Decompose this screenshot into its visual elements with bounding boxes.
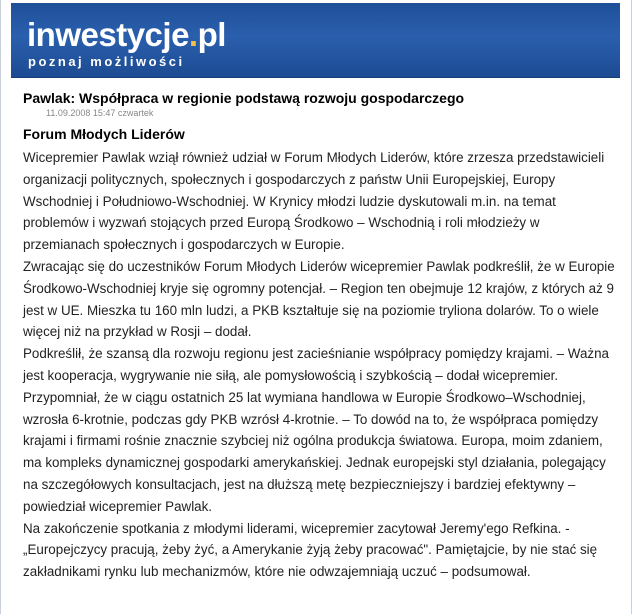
article-paragraph: Zwracając się do uczestników Forum Młodych Liderów wicepremier Pawlak podkreślił, że w Europie Środkowo-Wschodniej kryje się ogromny potencjał. – Region ten obejmuje 12 krajów, z których aż 9 jest w UE. Mieszka tu 160 mln ludzi, a PKB kształtuje się na poziomie tryliona dolarów. To o wiele więcej niż na przykład w Rosji – dodał. bbox=[23, 258, 615, 340]
site-tagline: poznaj możliwości bbox=[28, 54, 185, 69]
article-title: Pawlak: Współpraca w regionie podstawą rozwoju gospodarczego bbox=[23, 90, 465, 106]
logo-suffix: pl bbox=[197, 16, 226, 53]
logo-dot: . bbox=[188, 16, 198, 53]
article-paragraph: Na zakończenie spotkania z młodymi liderami, wicepremier zacytował Jeremy'ego Refkina. - „Europejczycy pracują, żeby żyć, a Amerykanie żyją żeby pracować". Pamiętajcie, by nie stać się zakładnikami rynku lub mechanizmów, które nie odwzajemniają uczuć – podsumował. bbox=[23, 520, 598, 580]
section-heading: Forum Młodych Liderów bbox=[23, 126, 185, 142]
site-logo[interactable] bbox=[27, 17, 226, 53]
logo-prefix: inwestycje bbox=[27, 16, 189, 53]
article-paragraph: Przypomniał, że w ciągu ostatnich 25 lat wymiana handlowa w Europie Środkowo–Wschodniej, wzrosła 6-krotnie, podczas gdy PKB wzrósł 4-krotnie. – To dowód na to, że współpraca pomiędzy krajami i firmami rośnie znacznie szybciej niż ogólna produkcja światowa. Europa, moim zdaniem, ma kompleks dynamicznej gospodarki amerykańskiej. Jednak europejski styl działania, polegający na szczegółowych konsultacjach, jest na dłuższą metę bezpieczniejszy i bardziej efektywny – powiedział wicepremier Pawlak. bbox=[23, 389, 606, 514]
article-paragraph: Wicepremier Pawlak wziął również udział w Forum Młodych Liderów, które zrzesza przedstawicieli organizacji politycznych, społecznych i gospodarczych z państw Unii Europejskiej, Europy Wschodniej i Południowo-Wschodniej. W Krynicy młodzi ludzie dyskutowali m.in. na temat problemów i wyzwań stojących przed Europą Środkowo – Wschodnią i roli młodzieży w przemianach społecznych i gospodarczych w Europie. bbox=[23, 150, 605, 253]
article-date: 11.09.2008 15:47 czwartek bbox=[46, 108, 154, 118]
article-body bbox=[23, 147, 615, 583]
article-paragraph: Podkreślił, że szansą dla rozwoju regionu jest zacieśnianie współpracy pomiędzy krajami. – Ważna jest kooperacja, wygrywanie nie siłą, ale pomysłowością i szybkością – dodał wicepremier. bbox=[23, 346, 609, 383]
site-header-banner bbox=[11, 3, 620, 78]
